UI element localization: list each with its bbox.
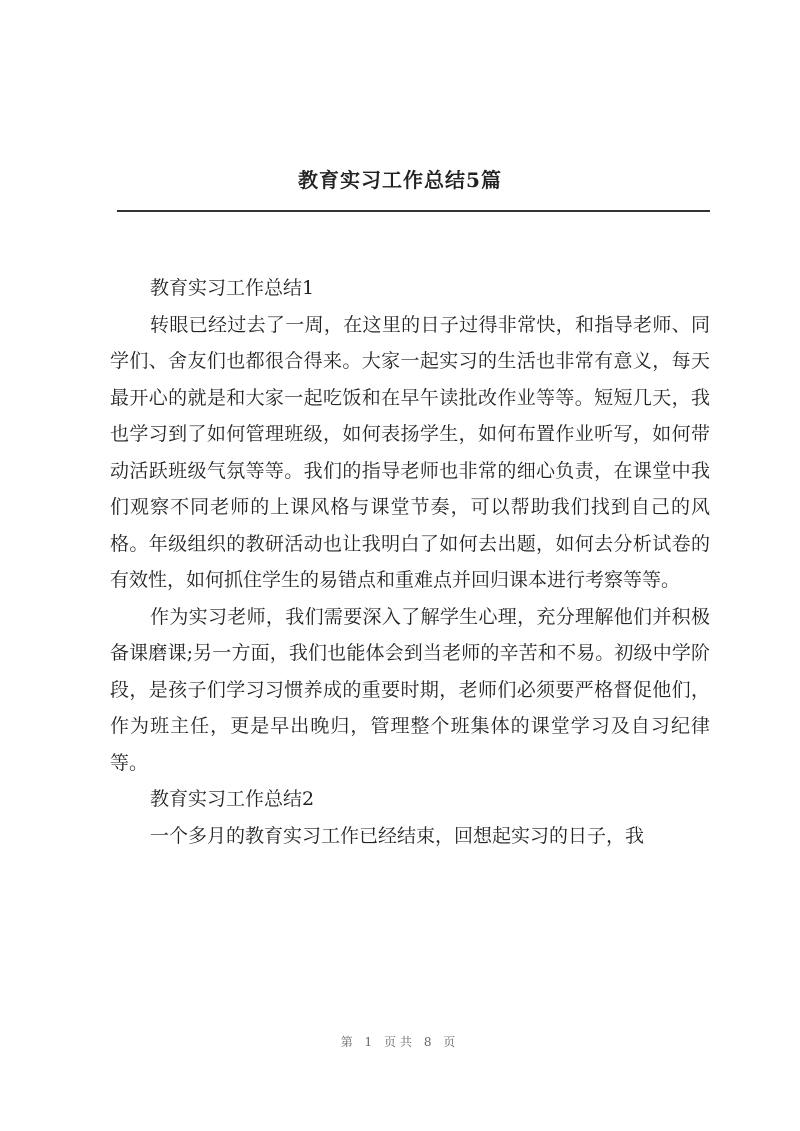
document-title: 教育实习工作总结5篇 xyxy=(298,168,502,192)
title-divider xyxy=(117,210,710,212)
document-body xyxy=(110,270,710,854)
paragraph-1-1: 转眼已经过去了一周，在这里的日子过得非常快，和指导老师、同学们、舍友们也都很合得来。大家一起实习的生活也非常有意义，每天最开心的就是和大家一起吃饭和在早午读批改作业等等。短短几天，我也学习到了如何管理班级，如何表扬学生，如何布置作业听写，如何带动活跃班级气氛等等。我们的指导老师也非常的细心负责，在课堂中我们观察不同老师的上课风格与课堂节奏，可以帮助我们找到自己的风格。年级组织的教研活动也让我明白了如何去出题，如何去分析试卷的有效性，如何抓住学生的易错点和重难点并回归课本进行考察等等。 xyxy=(110,313,710,591)
section-heading-2: 教育实习工作总结2 xyxy=(150,788,315,810)
paragraph-1-2: 作为实习老师，我们需要深入了解学生心理，充分理解他们并积极备课磨课;另一方面，我们也能体会到当老师的辛苦和不易。初级中学阶段，是孩子们学习习惯养成的重要时期，老师们必须要严格督促他们，作为班主任，更是早出晚归，管理整个班集体的课堂学习及自习纪律等。 xyxy=(110,605,710,774)
section-heading-1: 教育实习工作总结1 xyxy=(150,277,315,299)
page-footer: 第 1 页共 8 页 xyxy=(340,1035,460,1049)
paragraph-2-1: 一个多月的教育实习工作已经结束，回想起实习的日子，我 xyxy=(150,824,645,847)
